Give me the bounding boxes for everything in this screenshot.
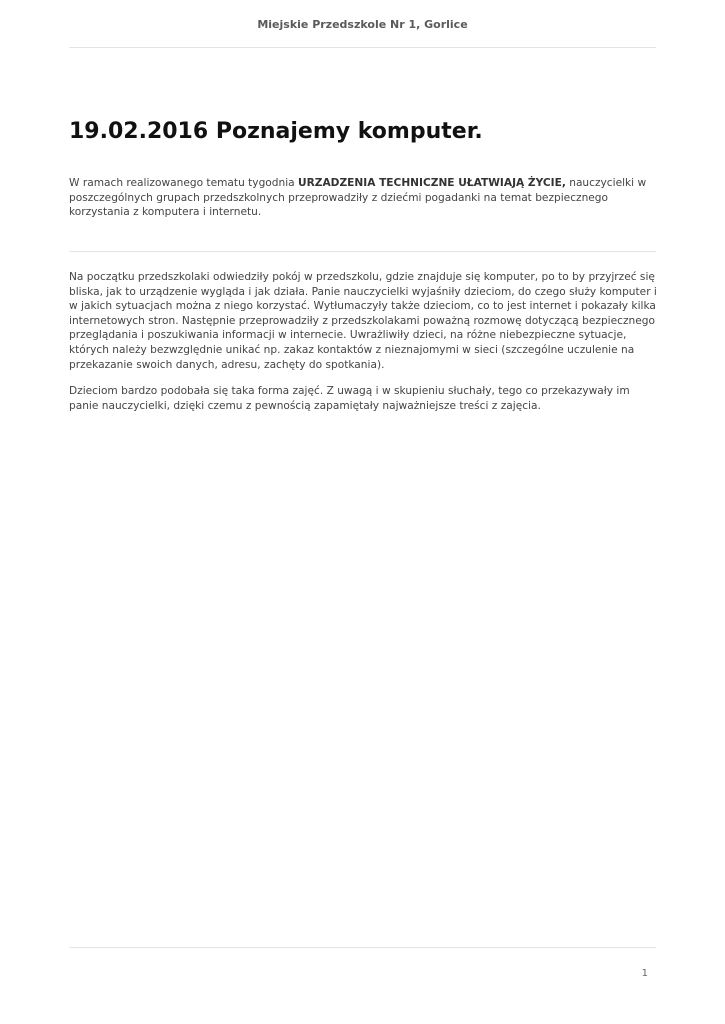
- article-paragraph: Na początku przedszkolaki odwiedziły pokój w przedszkolu, gdzie znajduje się komputer, po to by przyjrzeć się bliska, jak to urządzenie wygląda i jak działa. Panie nauczycielki wyjaśniły dzieciom, do czego służy komputer i w jakich sytuacjach można z niego korzystać. Wytłumaczyły także dzieciom, co to jest internet i pokazały kilka internetowych stron. Następnie przeprowadziły z przedszkolakami poważną rozmowę dotyczącą bezpiecznego przeglądania i poszukiwania informacji w internecie. Uwrażliwiły dzieci, na różne niebezpieczne sytuacje, których należy bezwzględnie unikać np. zakaz kontaktów z nieznajomymi w sieci (szczególne uczulenie na przekazanie swoich danych, adresu, zachęty do spotkania).: [69, 271, 657, 371]
- article-title: 19.02.2016 Poznajemy komputer.: [69, 119, 483, 144]
- article-paragraph: Dzieciom bardzo podobała się taka forma zajęć. Z uwagą i w skupieniu słuchały, tego co przekazywały im panie nauczycielki, dzięki czemu z pewnością zapamiętały najważniejsze treści z zajęcia.: [69, 385, 630, 412]
- intro-theme-bold: URZADZENIA TECHNICZNE UŁATWIAJĄ ŻYCIE,: [298, 177, 566, 189]
- header-divider: [69, 47, 656, 48]
- intro-text-end: nauczycielki w poszczególnych grupach przedszkolnych przeprowadziły z dziećmi pogadanki na temat bezpiecznego korzystania z komputera i internetu.: [69, 177, 647, 219]
- page-number: 1: [641, 968, 648, 979]
- article-intro: [69, 176, 659, 220]
- content-divider: [69, 251, 656, 252]
- intro-text-start: W ramach realizowanego tematu tygodnia: [69, 177, 299, 189]
- site-header-title: Miejskie Przedszkole Nr 1, Gorlice: [257, 18, 468, 31]
- footer-divider: [69, 947, 656, 948]
